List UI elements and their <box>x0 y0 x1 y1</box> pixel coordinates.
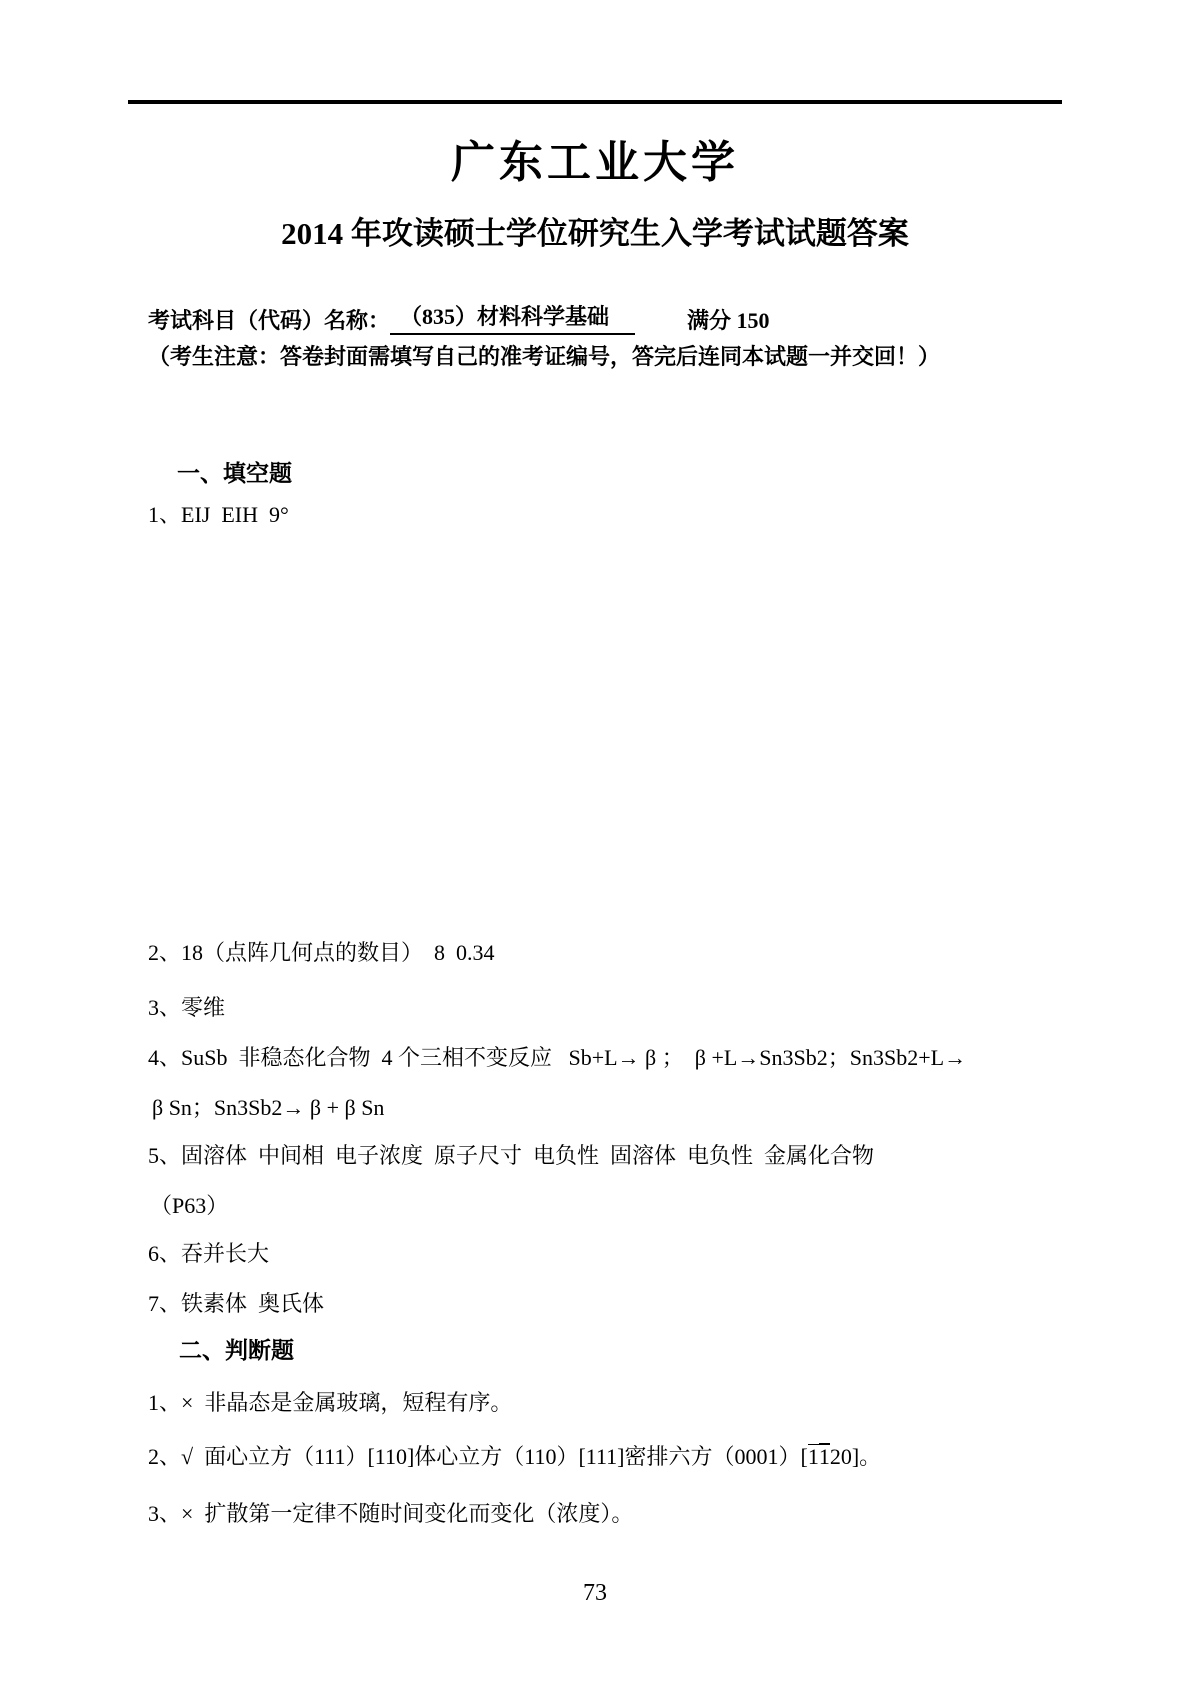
fill-item-5-line2: （P63） <box>150 1193 229 1218</box>
miller-index-digit-overbar-2: 1 <box>818 1444 830 1469</box>
fill-item-3: 3、零维 <box>148 995 226 1020</box>
exam-subtitle: 2014 年攻读硕士学位研究生入学考试试题答案 <box>281 216 909 251</box>
judge-item-1: 1、× 非晶态是金属玻璃，短程有序。 <box>148 1390 513 1415</box>
miller-index-digit-overbar-1: 1 <box>807 1444 819 1469</box>
judge-item-3: 3、× 扩散第一定律不随时间变化而变化（浓度）。 <box>148 1501 634 1526</box>
subject-line <box>148 300 770 335</box>
fill-item-5-line1: 5、固溶体 中间相 电子浓度 原子尺寸 电负性 固溶体 电负性 金属化合物 <box>148 1143 875 1168</box>
full-score: 满分 150 <box>687 308 770 333</box>
fill-item-7: 7、铁素体 奥氏体 <box>148 1291 325 1316</box>
subject-label: 考试科目（代码）名称： <box>148 308 391 333</box>
top-horizontal-rule <box>128 100 1062 104</box>
judge-item-2-text: 2、√ 面心立方（111）[110]体心立方（110）[111]密排六方（0001）[ <box>148 1444 808 1469</box>
fill-item-1: 1、EIJ EIH 9° <box>148 502 289 527</box>
page-number: 73 <box>583 1580 607 1606</box>
fill-item-4-line1: 4、SuSb 非稳态化合物 4 个三相不变反应 Sb+L→ β ； β +L→Sn3Sb2；Sn3Sb2+L→ <box>148 1045 967 1070</box>
candidate-notice: （考生注意：答卷封面需填写自己的准考证编号，答完后连同本试题一并交回！） <box>148 344 941 369</box>
section-heading-judgment: 二、判断题 <box>179 1338 294 1363</box>
judge-item-2-tail: 20]。 <box>829 1444 882 1469</box>
judge-item-2 <box>148 1440 881 1471</box>
cube-diagram-svg <box>350 540 810 935</box>
subject-value: （835）材料科学基础 <box>390 300 635 335</box>
university-title: 广东工业大学 <box>451 138 739 187</box>
fill-item-6: 6、吞并长大 <box>148 1241 270 1266</box>
cube-diagram <box>350 540 810 935</box>
fill-item-4-line2: β Sn；Sn3Sb2→ β + β Sn <box>152 1095 385 1120</box>
fill-item-2: 2、18（点阵几何点的数目） 8 0.34 <box>148 940 495 965</box>
section-heading-fill-in: 一、填空题 <box>177 461 292 486</box>
